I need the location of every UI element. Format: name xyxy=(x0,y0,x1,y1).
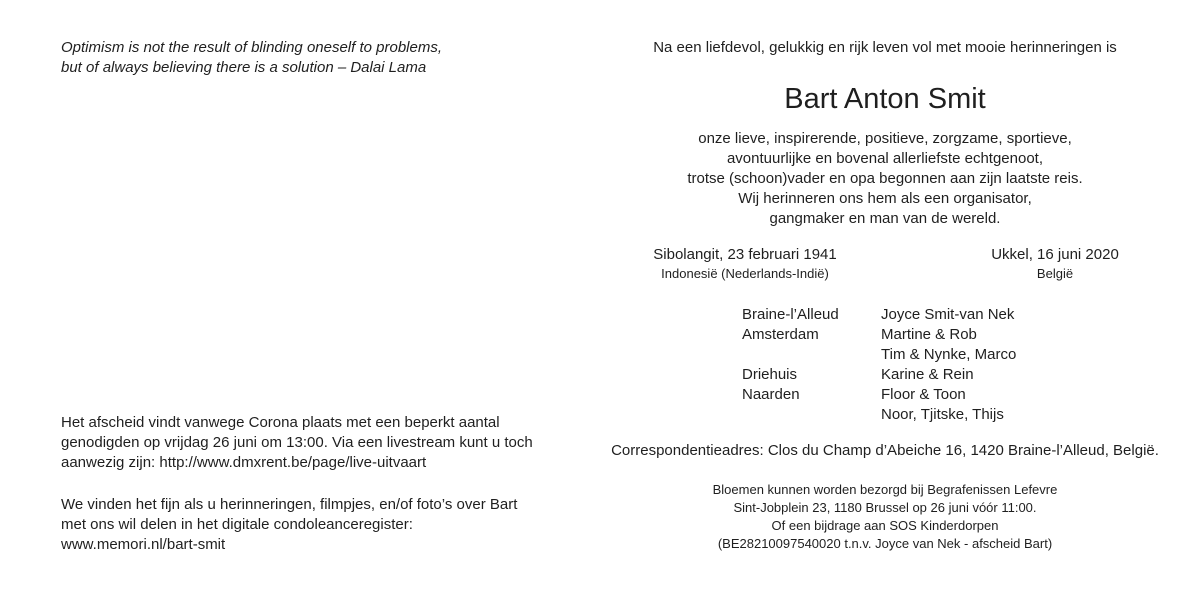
condolence-info xyxy=(61,495,581,555)
family-row xyxy=(742,405,1062,425)
flowers-line: (BE28210097540020 t.n.v. Joyce van Nek - afscheid Bart) xyxy=(717,536,1053,551)
ceremony-line: aanwezig zijn: http://www.dmxrent.be/page/live-uitvaart xyxy=(61,454,427,471)
description-line: trotse (schoon)vader en opa begonnen aan zijn laatste reis. xyxy=(687,170,1083,187)
family-names: Floor & Toon xyxy=(881,386,966,403)
quote-line: Optimism is not the result of blinding oneself to problems, xyxy=(61,39,443,56)
family-city: Braine-l’Alleud xyxy=(742,306,839,323)
family-row xyxy=(742,325,1062,345)
family-names: Tim & Nynke, Marco xyxy=(881,346,1017,363)
description-line: Wij herinneren ons hem als een organisator, xyxy=(738,190,1032,207)
death-country: België xyxy=(1036,266,1074,281)
quote-line: but of always believing there is a solution – Dalai Lama xyxy=(61,59,427,76)
family-city: Driehuis xyxy=(742,366,798,383)
family-names: Karine & Rein xyxy=(881,366,974,383)
condolence-line: met ons wil delen in het digitale condoleanceregister: xyxy=(61,516,413,533)
family-row xyxy=(742,345,1062,365)
family-city: Amsterdam xyxy=(742,326,819,343)
description-line: gangmaker en man van de wereld. xyxy=(769,210,1001,227)
ceremony-line: genodigden op vrijdag 26 juni om 13:00. Via een livestream kunt u toch xyxy=(61,434,533,451)
family-city xyxy=(742,345,881,365)
description xyxy=(600,129,1170,229)
family-names: Noor, Tjitske, Thijs xyxy=(881,406,1004,423)
family-row xyxy=(742,385,1062,405)
family-row xyxy=(742,365,1062,385)
condolence-line: We vinden het fijn als u herinneringen, filmpjes, en/of foto’s over Bart xyxy=(61,496,518,513)
flowers-line: Sint-Jobplein 23, 1180 Brussel op 26 juni vóór 11:00. xyxy=(733,500,1037,515)
deceased-name: Bart Anton Smit xyxy=(784,83,986,115)
death-place-date: Ukkel, 16 juni 2020 xyxy=(991,246,1119,263)
ceremony-line: Het afscheid vindt vanwege Corona plaats met een beperkt aantal xyxy=(61,414,500,431)
family-names: Joyce Smit-van Nek xyxy=(881,306,1015,323)
death-info xyxy=(970,245,1140,282)
birth-info xyxy=(640,245,850,282)
family-city xyxy=(742,405,881,425)
birth-country: Indonesië (Nederlands-Indië) xyxy=(661,266,829,281)
correspondence-address: Correspondentieadres: Clos du Champ d’Abeiche 16, 1420 Braine-l’Alleud, België. xyxy=(611,442,1159,459)
ceremony-info xyxy=(61,413,581,473)
condolence-line: www.memori.nl/bart-smit xyxy=(61,536,226,553)
flowers-line: Bloemen kunnen worden bezorgd bij Begrafenissen Lefevre xyxy=(712,482,1058,497)
description-line: avontuurlijke en bovenal allerliefste echtgenoot, xyxy=(726,150,1044,167)
intro-text: Na een liefdevol, gelukkig en rijk leven vol met mooie herinneringen is xyxy=(653,39,1117,56)
flowers-line: Of een bijdrage aan SOS Kinderdorpen xyxy=(771,518,999,533)
birth-place-date: Sibolangit, 23 februari 1941 xyxy=(653,246,837,263)
quote xyxy=(61,38,581,78)
family-list xyxy=(742,305,1062,425)
family-row xyxy=(742,305,1062,325)
family-names: Martine & Rob xyxy=(881,326,977,343)
flowers-info xyxy=(600,481,1170,553)
description-line: onze lieve, inspirerende, positieve, zorgzame, sportieve, xyxy=(698,130,1072,147)
family-city: Naarden xyxy=(742,386,800,403)
